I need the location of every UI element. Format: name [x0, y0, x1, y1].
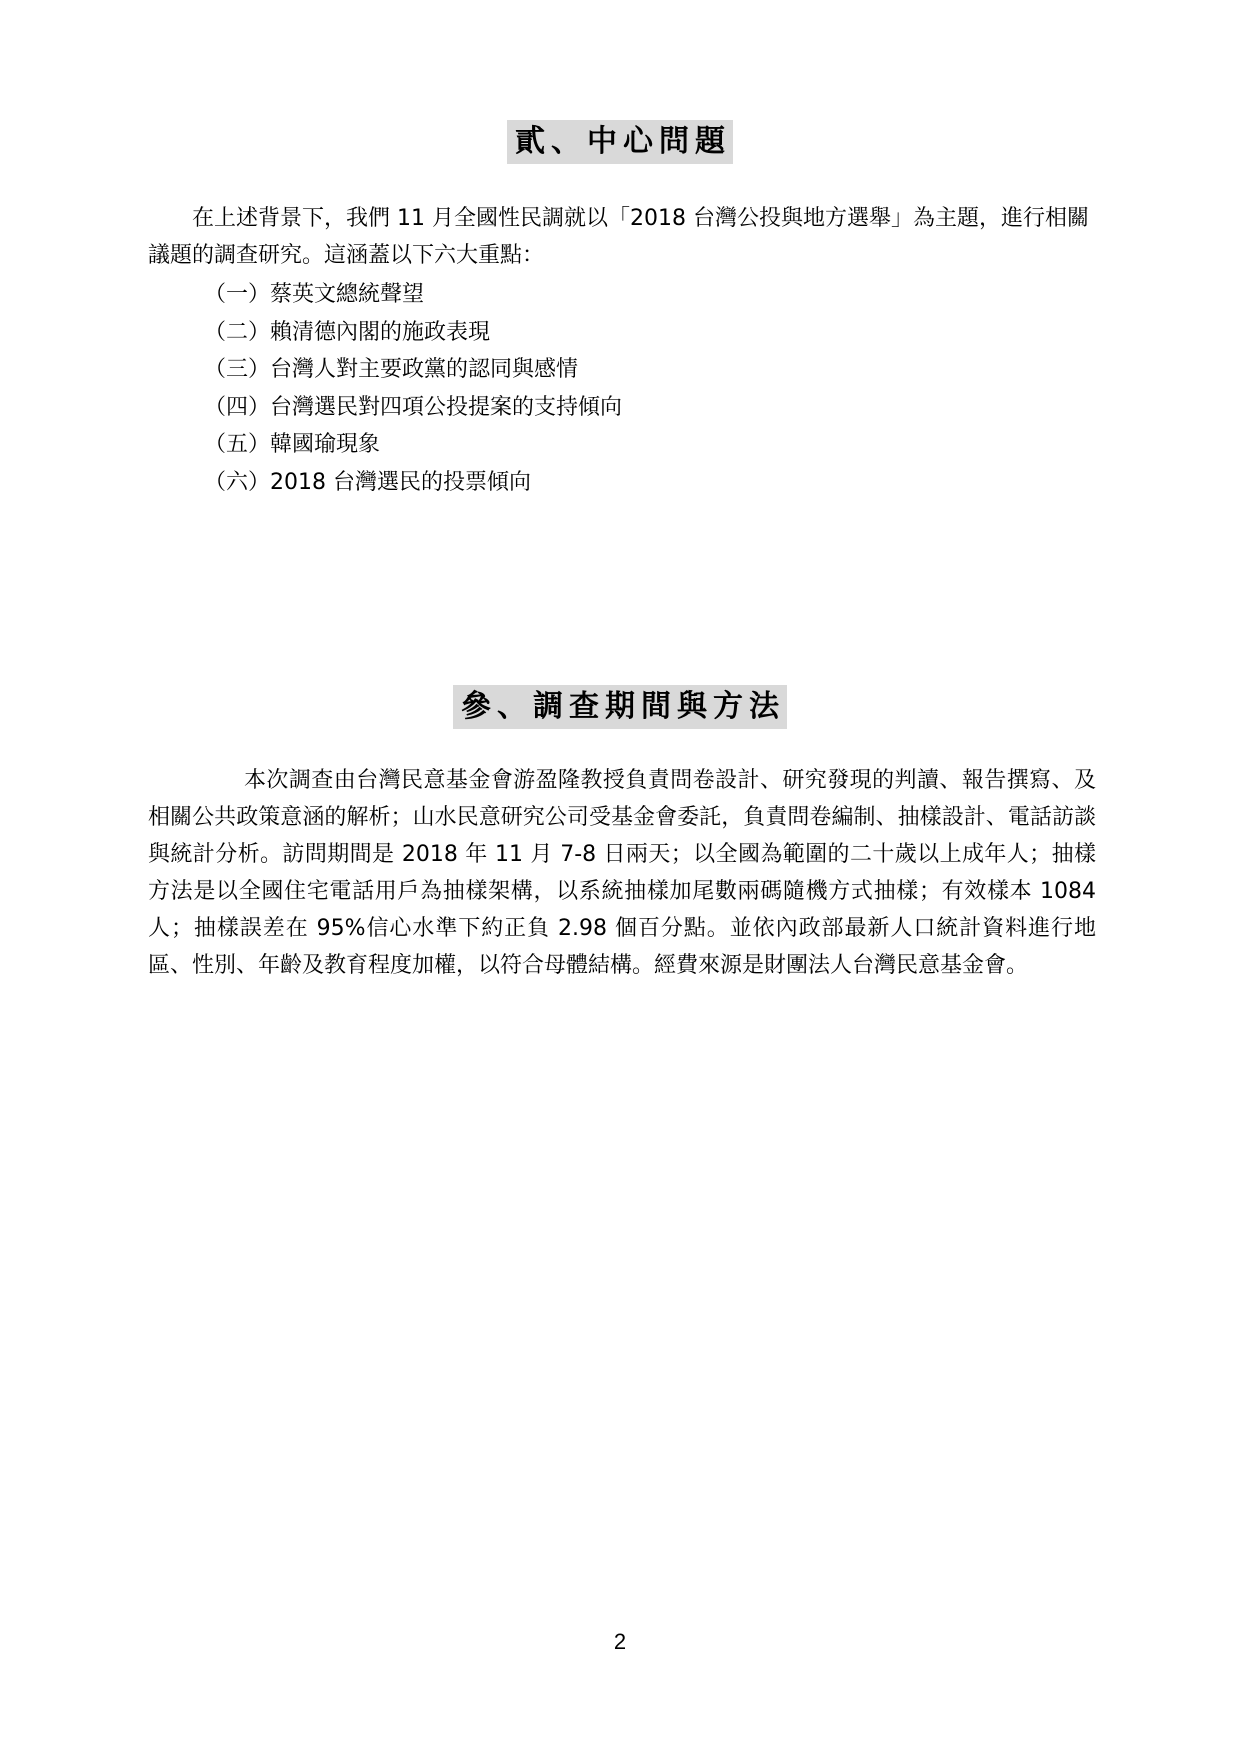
list-item: （六）2018 台灣選民的投票傾向	[204, 469, 531, 495]
key-points-list	[204, 276, 622, 501]
list-item: （二）賴清德內閣的施政表現	[204, 319, 491, 345]
list-item: （五）韓國瑜現象	[204, 432, 381, 457]
intro-paragraph: 在上述背景下，我們 11 月全國性民調就以「2018 台灣公投與地方選舉」為主題，進行相關議題的調查研究。這涵蓋以下六大重點：	[148, 206, 1089, 268]
section-heading-survey-method: 參、調查期間與方法	[453, 685, 787, 729]
page-number: 2	[613, 1629, 627, 1654]
method-paragraph: 本次調查由台灣民意基金會游盈隆教授負責問卷設計、研究發現的判讀、報告撰寫、及相關公共政策意涵的解析；山水民意研究公司受基金會委託，負責問卷編制、抽樣設計、電話訪談與統計分析。訪問期間是 2018 年 11 月 7-8 日兩天；以全國為範圍的二十歲以上成年人；抽樣方法是以全國住宅電話用戶為抽樣架構，以系統抽樣加尾數兩碼隨機方式抽樣；有效樣本 1084 人；抽樣誤差在 95%信心水準下約正負 2.98 個百分點。並依內政部最新人口統計資料進行地區、性別、年齡及教育程度加權，以符合母體結構。經費來源是財團法人台灣民意基金會。	[148, 768, 1096, 978]
list-item: （四）台灣選民對四項公投提案的支持傾向	[204, 394, 623, 420]
section-heading-wrap	[0, 120, 1240, 164]
section-heading-wrap	[0, 685, 1240, 729]
list-item: （一）蔡英文總統聲望	[204, 282, 425, 307]
list-item: （三）台灣人對主要政黨的認同與感情	[204, 357, 579, 382]
section-heading-central-questions: 貳、中心問題	[507, 120, 733, 164]
